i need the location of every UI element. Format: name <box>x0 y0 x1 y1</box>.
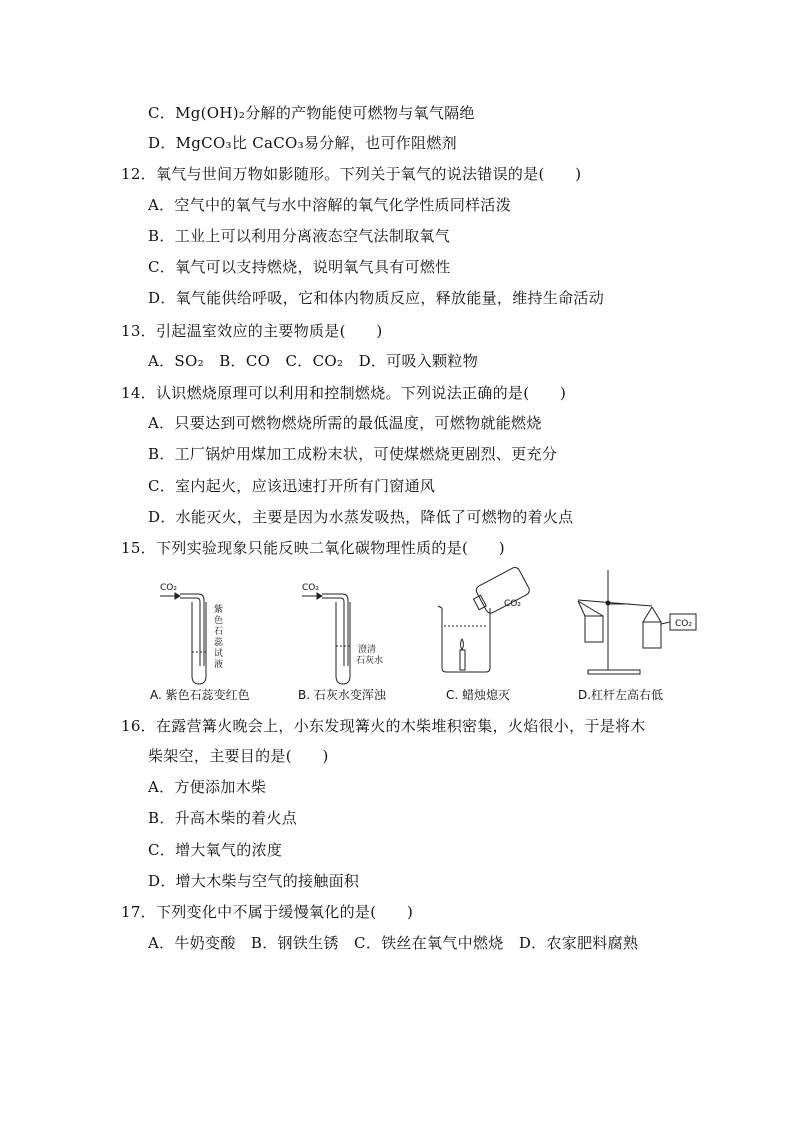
question-14: 14．认识燃烧原理可以利用和控制燃烧。下列说法正确的是( ) <box>121 384 567 402</box>
question-16-line1: 16．在露营篝火晚会上，小东发现篝火的木柴堆积密集，火焰很小，于是将木 <box>121 717 646 735</box>
option-16a: A．方便添加木柴 <box>148 778 267 796</box>
experiment-diagrams <box>140 566 720 686</box>
caption-c: C. 蜡烛熄灭 <box>446 688 511 702</box>
litmus-label-6: 液 <box>214 660 224 670</box>
question-16-line2: 柴架空，主要目的是( ) <box>148 747 329 765</box>
co2-label-a: CO₂ <box>160 583 177 593</box>
question-15: 15．下列实验现象只能反映二氧化碳物理性质的是( ) <box>121 539 505 557</box>
caption-b: B. 石灰水变浑浊 <box>298 688 386 702</box>
litmus-label-2: 色 <box>214 616 224 626</box>
option-16d: D．增大木柴与空气的接触面积 <box>148 872 360 890</box>
question-13: 13．引起温室效应的主要物质是( ) <box>121 322 383 340</box>
option-11d: D．MgCO₃比 CaCO₃易分解，也可作阻燃剂 <box>148 134 457 152</box>
co2-label-b: CO₂ <box>302 583 319 593</box>
option-12d: D．氧气能供给呼吸，它和体内物质反应，释放能量，维持生命活动 <box>148 289 605 307</box>
co2-label-c: CO₂ <box>504 599 521 609</box>
litmus-label-4: 蕊 <box>214 638 224 648</box>
option-16b: B．升高木柴的着火点 <box>148 809 298 827</box>
option-14a: A．只要达到可燃物燃烧所需的最低温度，可燃物就能燃烧 <box>148 414 542 432</box>
option-12a: A．空气中的氧气与水中溶解的氧气化学性质同样活泼 <box>148 196 512 214</box>
caption-d: D.杠杆左高右低 <box>578 688 664 702</box>
option-12c: C．氧气可以支持燃烧，说明氧气具有可燃性 <box>148 258 451 276</box>
question-12: 12．氧气与世间万物如影随形。下列关于氧气的说法错误的是( ) <box>121 165 582 183</box>
figure-c-beaker-candle <box>438 566 531 672</box>
question-17: 17．下列变化中不属于缓慢氧化的是( ) <box>121 903 414 921</box>
co2-label-d: CO₂ <box>675 619 692 629</box>
limewater-label-2: 石灰水 <box>356 656 384 666</box>
limewater-label-1: 澄清 <box>358 645 377 655</box>
litmus-label-3: 石 <box>214 627 224 637</box>
caption-a: A. 紫色石蕊变红色 <box>150 688 250 702</box>
option-16c: C．增大氧气的浓度 <box>148 841 283 859</box>
experiment-figures <box>140 566 720 706</box>
options-17: A．牛奶变酸 B．钢铁生锈 C．铁丝在氧气中燃烧 D．农家肥料腐熟 <box>148 934 639 952</box>
litmus-label-5: 试 <box>214 649 224 659</box>
figure-b-test-tube <box>302 583 383 684</box>
option-11c: C．Mg(OH)₂分解的产物能使可燃物与氧气隔绝 <box>148 104 475 122</box>
litmus-label-1: 紫 <box>214 605 224 615</box>
option-14d: D．水能灭火，主要是因为水蒸发吸热，降低了可燃物的着火点 <box>148 508 574 526</box>
option-14b: B．工厂锅炉用煤加工成粉末状，可使煤燃烧更剧烈、更充分 <box>148 445 558 463</box>
figure-d-lever <box>578 570 696 674</box>
option-14c: C．室内起火，应该迅速打开所有门窗通风 <box>148 477 436 495</box>
options-13: A．SO₂ B．CO C．CO₂ D．可吸入颗粒物 <box>148 352 479 370</box>
figure-a-test-tube <box>160 583 224 684</box>
option-12b: B．工业上可以利用分离液态空气法制取氧气 <box>148 227 451 245</box>
